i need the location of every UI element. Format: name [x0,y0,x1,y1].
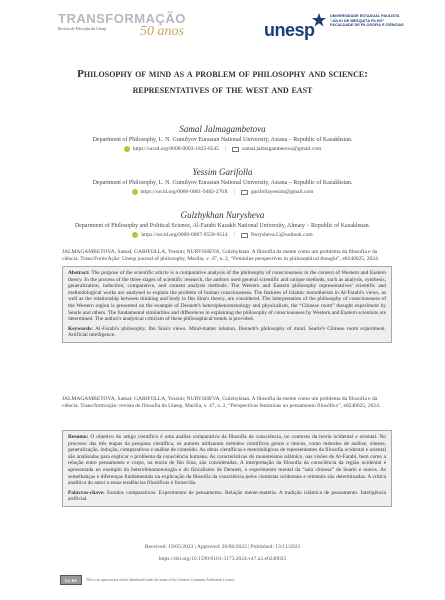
abstract-label: Abstract: [68,270,90,276]
orcid-icon [124,146,130,152]
cc-license-icon[interactable]: CC BY [60,575,82,585]
institution-line: "JÚLIO DE MESQUITA FILHO" [330,18,385,23]
palavras-chave-text: Estudos comparativos. Experimento de pensamento. Relação mente-matéria. A tradição islâmica de pensamento. Inteligência artificial. [68,489,386,503]
keywords [68,326,386,339]
unesp-star-icon [311,12,327,28]
author-block [20,167,425,195]
resumo-box [62,430,392,507]
license-row [60,575,380,585]
palavras-chave-label: Palavras-chave: [68,489,105,496]
abstract-paragraph [68,270,386,323]
orcid-link[interactable]: https://orcid.org/0000-0003-1825-0545 [132,146,220,152]
separator: | [233,232,235,238]
author-block [20,124,425,152]
article-title: Philosophy of mind as a problem of philosophy and science: representatives of the west and east [77,68,368,96]
orcid-icon [132,189,138,195]
author-links [20,232,425,238]
abstract-text: The purpose of the scientific article is a comparative analysis of the philosophy of consciousness in the context of Western and Eastern theory. In the process of the three stages of scientific research, the authors used general scientific and unique methods, such as analysis, synthesis, generalization, induction, comparative, and content analysis methods. The Western and Eastern philosophy representatives' scientific and methodological works are analysed to explain the problem of human consciousness. The features of Islamic monotheism in Al-Farabi's views, as well as the relationship between thinking and body in Ibn Sina's theory, are considered. The interpretation of the philosophy of consciousness of the Western region is presented on the example of Dennett's heterophenomenology and physicalism, the “Chinese room” thought experiment by Searle and others. The fundamental similarities and differences in explaining the philosophy of consciousness by Western and Eastern scientists are determined. The author's analytical criticism of these philosophical trends is provided. [68,270,386,323]
email-icon [241,233,248,238]
journal-brand: TRANSFORMAÇÃO [58,11,186,26]
author-name: Yessim Garifolla [192,167,253,177]
email-link[interactable]: garifollayessim@gmail.com [251,189,314,195]
separator: | [233,189,236,195]
keywords-label: Keywords: [68,325,94,332]
license-text: This is an open-access article distributed under the terms of the Creative Commons Attribution License. [86,578,236,582]
author-block [20,210,425,238]
institution-name [330,14,430,28]
author-links [20,146,425,152]
keywords-text: Al-Farabi's philosophy. Ibn Sina's views. Mind-matter relation. Dennett's philosophy of mind. Searle's Chinese room experiment. Artificial intelligence. [68,325,386,339]
resumo-text: O objetivo do artigo científico é uma análise comparativa da filosofia da consciência, no contexto da teoria ocidental e oriental. No processo das três etapas da pesquisa científica, os autores utilizaram métodos científicos gerais e únicos, como métodos de análise, síntese, generalização, indução, comparativos e análise de conteúdo. As obras científicas e metodológicas de representantes da filosofia ocidental e oriental são analisadas para explicar o problema da consciência humana. As características do monoteísmo islâmico, nas visões de Al-Farabi, bem como a relação entre pensamento e corpo, na teoria de Ibn Sina, são consideradas. A interpretação da filosofia da consciência da região ocidental é apresentada no exemplo da heterofenomenologia e do fisicalismo de Dennett, o experimento mental da “sala chinesa” de Searle e outros. As semelhanças e diferenças fundamentais na explicação da filosofia da consciência pelos cientistas ocidentais e orientais são determinadas. A crítica analítica do autor a essas tendências filosóficas é fornecida. [68,434,386,487]
unesp-logo: unesp [264,20,315,40]
palavras-chave [68,490,386,503]
author-affiliation: Department of Philosophy and Political Science, Al-Farabi Kazakh National University, Almaty – Republic of Kazakhstan. [74,223,371,229]
orcid-link[interactable]: https://orcid.org/0009-0007-9558-9514 [141,232,228,238]
citation-english: JALMAGAMBETOVA, Samal; GARIFOLLA, Yessim; NURYSHEVA, Gulzhykhan. A filosofia da mente como um problema da filosofia e da ciência. Trans/Form/Ação: Unesp journal of philosophy, Marília, v. 47, n. 2, “Feminine perspectives in philosophical thought”, e0240025, 2024. [62,249,380,263]
institution-line: FACULDADE DE FILOSOFIA E CIÊNCIAS [330,23,404,28]
email-icon [241,190,248,195]
anniversary-badge: 50 anos [140,24,184,39]
author-affiliation: Department of Philosophy, L. N. Gumilyov Eurasian National University, Astana – Republic of Kazakhstan. [92,180,353,186]
separator: | [225,146,227,152]
institution-line: UNIVERSIDADE ESTADUAL PAULISTA [330,14,400,18]
journal-logo [58,11,188,39]
email-link[interactable]: samal.jalmagambetova@gmail.com [242,146,322,152]
author-name: Samal Jalmagambetova [179,124,266,134]
author-name: Gulzhykhan Nurysheva [180,210,265,220]
email-link[interactable]: Nurysheva.G@outlook.com [250,232,313,238]
resumo-label: Resumo: [68,434,89,440]
doi-link[interactable]: https://doi.org/10.1590/0101-3173.2024.v47.n2.e0240025 [158,556,287,562]
orcid-icon [132,232,138,238]
journal-subtitle: Revista de Filosofia da Unesp [58,26,107,31]
email-icon [232,147,239,152]
resumo-paragraph [68,434,386,487]
publication-dates: Received: 19/05/2023 | Approved: 20/06/2023 | Published: 13/11/2023 [144,544,301,550]
orcid-link[interactable]: https://orcid.org/0000-0001-9482-276X [140,189,228,195]
citation-portuguese: JALMAGAMBETOVA, Samal; GARIFOLLA, Yessim; NURYSHEVA, Gulzhykhan. A filosofia da mente como um problema da filosofia e da ciência. Trans/form/ação: revista de filosofia da Unesp, Marília, v. 47, n. 2, “Perspectivas femininas no pensamento filosófico”, e0240025, 2024. [62,396,381,410]
abstract-box [62,266,392,343]
journal-header [0,0,445,50]
author-links [20,189,425,195]
author-affiliation: Department of Philosophy, L. N. Gumilyov Eurasian National University, Astana – Republic of Kazakhstan. [92,137,353,143]
